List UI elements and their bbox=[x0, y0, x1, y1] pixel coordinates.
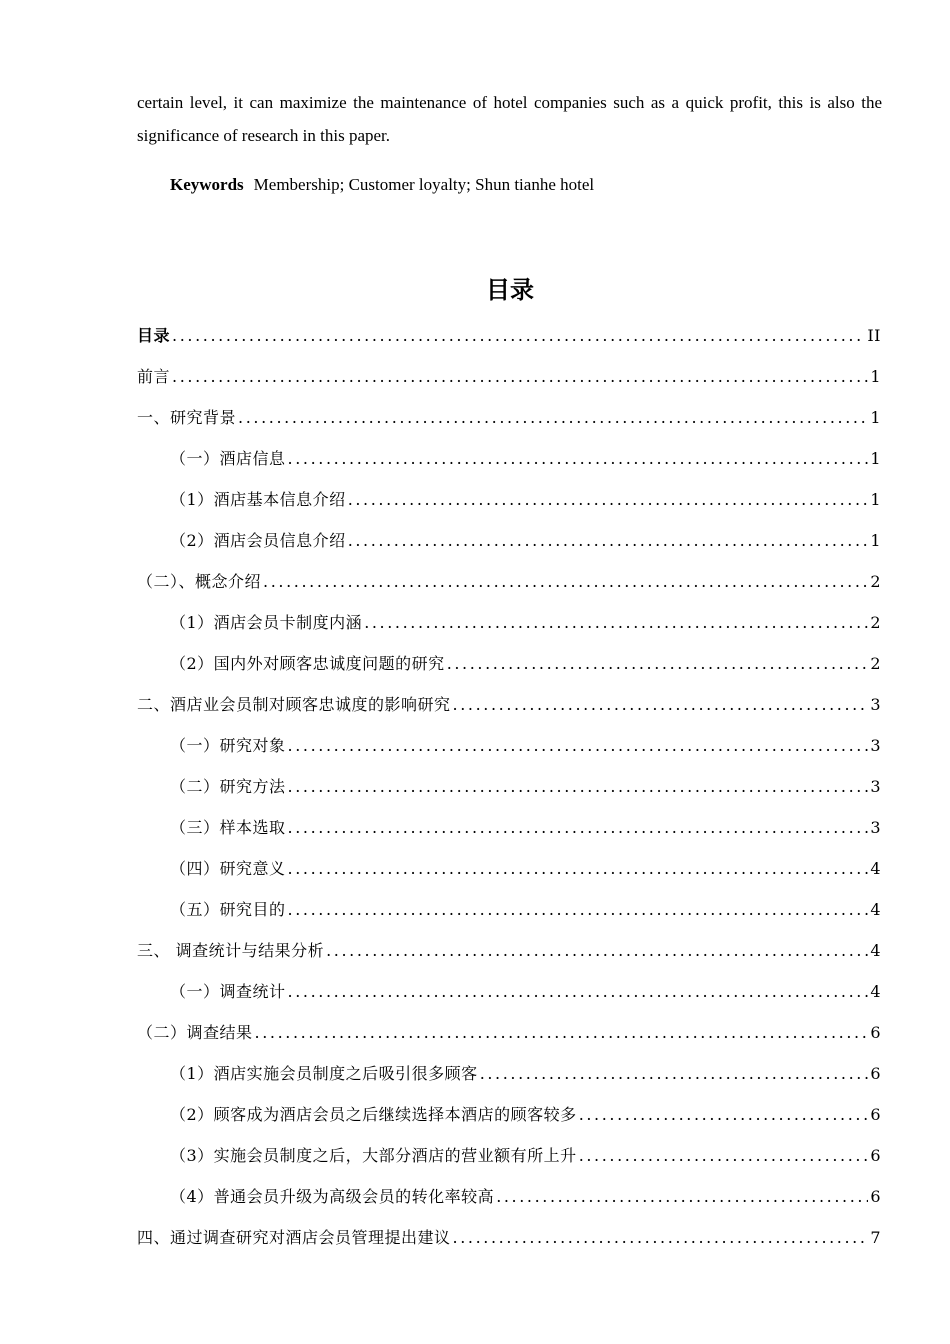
toc-entry-label: （五）研究目的 bbox=[170, 900, 286, 919]
toc-entry-page: 6 bbox=[870, 1146, 881, 1165]
toc-entry-label: （二）、概念介绍 bbox=[137, 572, 262, 591]
toc-dot-leader bbox=[263, 561, 868, 602]
toc-dot-leader bbox=[288, 848, 869, 889]
toc-entry-page: 3 bbox=[870, 777, 881, 796]
toc-entry-label: 四、通过调查研究对酒店会员管理提出建议 bbox=[137, 1228, 451, 1247]
keywords-label: Keywords bbox=[170, 175, 244, 194]
toc-entry[interactable] bbox=[137, 356, 881, 397]
toc-dot-leader bbox=[288, 766, 869, 807]
toc-entry[interactable] bbox=[170, 479, 881, 520]
toc-title: 目录 bbox=[486, 276, 534, 304]
toc-entry-page: 6 bbox=[870, 1064, 881, 1083]
toc-entry-page: 2 bbox=[870, 572, 881, 591]
toc-dot-leader bbox=[447, 643, 869, 684]
toc-dot-leader bbox=[238, 397, 868, 438]
toc-entry-page: 1 bbox=[870, 367, 881, 386]
toc-dot-leader bbox=[348, 520, 869, 561]
toc-dot-leader bbox=[172, 356, 868, 397]
toc-entry[interactable] bbox=[170, 602, 881, 643]
toc-entry-label: 前言 bbox=[137, 367, 171, 386]
toc-entry-page: 4 bbox=[870, 900, 881, 919]
toc-dot-leader bbox=[496, 1176, 868, 1217]
toc-entry[interactable] bbox=[170, 725, 881, 766]
toc-entry-label: （四）研究意义 bbox=[170, 859, 286, 878]
toc-entry[interactable] bbox=[170, 1135, 881, 1176]
toc-entry-page: 1 bbox=[870, 531, 881, 550]
toc-entry-label: （二）研究方法 bbox=[170, 777, 286, 796]
toc-entry[interactable] bbox=[170, 643, 881, 684]
toc-entry-page: 4 bbox=[870, 941, 881, 960]
toc-entry-label: （3）实施会员制度之后，大部分酒店的营业额有所上升 bbox=[170, 1146, 577, 1165]
toc-entry-label: 目录 bbox=[137, 326, 171, 345]
toc-dot-leader bbox=[326, 930, 868, 971]
toc-entry-page: 4 bbox=[870, 982, 881, 1001]
toc-entry-page: 4 bbox=[870, 859, 881, 878]
toc-entry-label: （三）样本选取 bbox=[170, 818, 286, 837]
toc-dot-leader bbox=[172, 315, 865, 356]
toc-entry[interactable] bbox=[170, 889, 881, 930]
toc-entry-label: （1）酒店会员卡制度内涵 bbox=[170, 613, 363, 632]
toc-entry[interactable] bbox=[170, 1053, 881, 1094]
toc-entry[interactable] bbox=[137, 684, 881, 725]
toc-entry-page: 2 bbox=[870, 613, 881, 632]
toc-dot-leader bbox=[579, 1135, 869, 1176]
toc-dot-leader bbox=[288, 971, 869, 1012]
toc-entry-page: 6 bbox=[870, 1187, 881, 1206]
toc-entry[interactable] bbox=[170, 1176, 881, 1217]
toc-dot-leader bbox=[288, 438, 869, 479]
toc-entry[interactable] bbox=[137, 930, 881, 971]
toc-entry[interactable] bbox=[137, 397, 881, 438]
toc-entry[interactable] bbox=[137, 1012, 881, 1053]
toc-dot-leader bbox=[579, 1094, 869, 1135]
toc-entry-page: 2 bbox=[870, 654, 881, 673]
toc-entry-label: （4）普通会员升级为高级会员的转化率较高 bbox=[170, 1187, 495, 1206]
keywords-text: Membership; Customer loyalty; Shun tianhe hotel bbox=[253, 175, 595, 194]
toc-dot-leader bbox=[288, 807, 869, 848]
toc-entry[interactable] bbox=[137, 315, 881, 356]
toc-dot-leader bbox=[348, 479, 869, 520]
abstract-text: certain level, it can maximize the maintenance of hotel companies such as a quick profit, this is also the significance of research in this paper. bbox=[137, 93, 882, 145]
toc-entry[interactable] bbox=[137, 1217, 881, 1258]
toc-entry-label: （2）顾客成为酒店会员之后继续选择本酒店的顾客较多 bbox=[170, 1105, 577, 1124]
toc-entry-page: 3 bbox=[870, 736, 881, 755]
toc-entry[interactable] bbox=[170, 971, 881, 1012]
toc-entry[interactable] bbox=[170, 520, 881, 561]
toc-entry-label: （一）酒店信息 bbox=[170, 449, 286, 468]
toc-entry[interactable] bbox=[170, 848, 881, 889]
toc-entry-label: （1）酒店基本信息介绍 bbox=[170, 490, 346, 509]
keywords-line bbox=[170, 168, 594, 201]
toc-entry-page: 3 bbox=[870, 695, 881, 714]
toc-entry-page: 1 bbox=[870, 408, 881, 427]
toc-entry-label: 三、 调查统计与结果分析 bbox=[137, 941, 325, 960]
toc-entry-page: 7 bbox=[870, 1228, 881, 1247]
toc-entry-label: （2）国内外对顾客忠诚度问题的研究 bbox=[170, 654, 445, 673]
toc-entry[interactable] bbox=[170, 438, 881, 479]
toc-dot-leader bbox=[453, 684, 869, 725]
toc-entry-page: II bbox=[867, 326, 881, 345]
toc-dot-leader bbox=[288, 889, 869, 930]
toc-entry-label: （一）调查统计 bbox=[170, 982, 286, 1001]
toc-entry-page: 3 bbox=[870, 818, 881, 837]
toc-dot-leader bbox=[255, 1012, 869, 1053]
toc-entry[interactable] bbox=[170, 807, 881, 848]
toc-dot-leader bbox=[288, 725, 869, 766]
toc-dot-leader bbox=[480, 1053, 869, 1094]
toc-entry-label: 二、酒店业会员制对顾客忠诚度的影响研究 bbox=[137, 695, 451, 714]
toc-entry-label: （1）酒店实施会员制度之后吸引很多顾客 bbox=[170, 1064, 478, 1083]
toc-entry-page: 1 bbox=[870, 449, 881, 468]
toc-entry[interactable] bbox=[170, 1094, 881, 1135]
toc-dot-leader bbox=[453, 1217, 869, 1258]
toc-entry-page: 6 bbox=[870, 1105, 881, 1124]
toc-entry[interactable] bbox=[170, 766, 881, 807]
toc-entry-label: （二）调查结果 bbox=[137, 1023, 253, 1042]
toc-entry[interactable] bbox=[137, 561, 881, 602]
toc-entry-page: 6 bbox=[870, 1023, 881, 1042]
toc-entry-page: 1 bbox=[870, 490, 881, 509]
toc-entry-label: （2）酒店会员信息介绍 bbox=[170, 531, 346, 550]
toc-dot-leader bbox=[364, 602, 868, 643]
toc-entry-label: 一、研究背景 bbox=[137, 408, 237, 427]
toc-entry-label: （一）研究对象 bbox=[170, 736, 286, 755]
